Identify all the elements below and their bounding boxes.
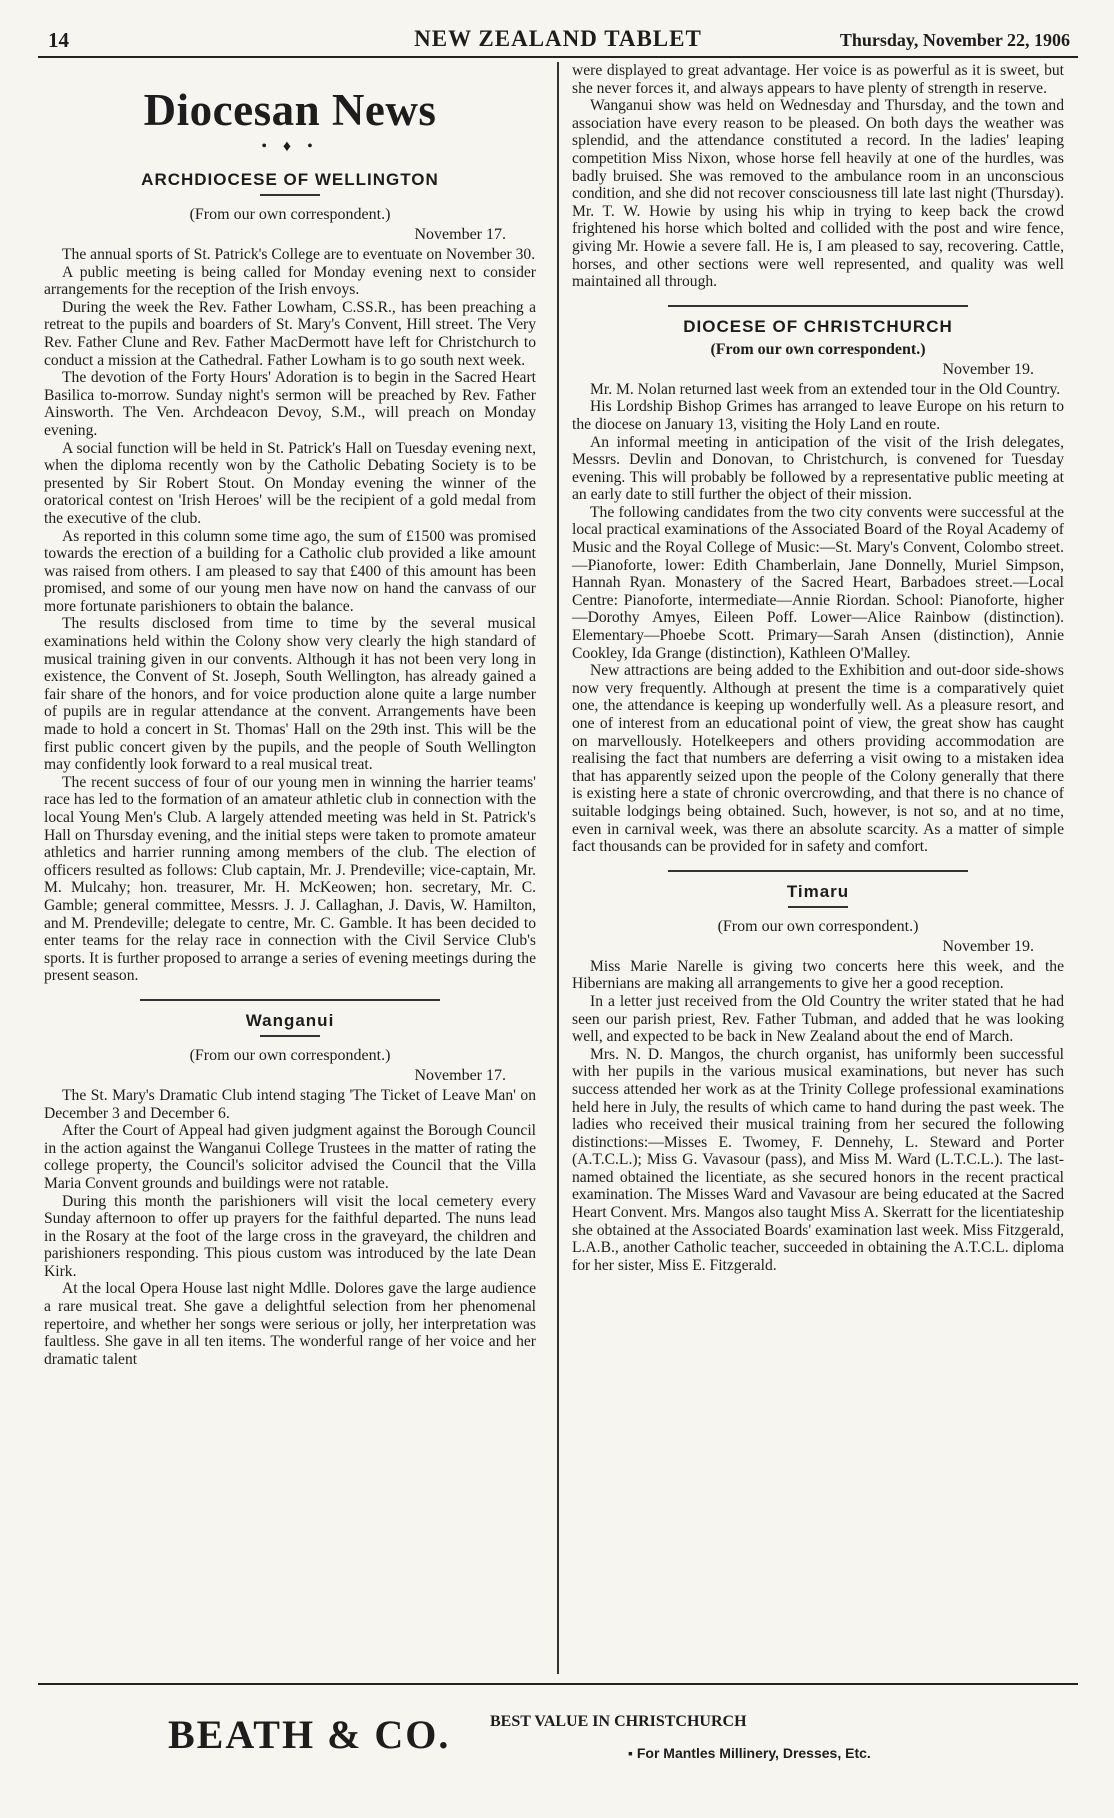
page-number: 14 <box>48 28 69 52</box>
advertiser-subline: ▪ For Mantles Millinery, Dresses, Etc. <box>628 1745 871 1761</box>
christchurch-correspondent: (From our own correspondent.) <box>710 340 926 358</box>
article-paragraph: Mr. M. Nolan returned last week from an extended tour in the Old Country. <box>590 380 1061 398</box>
article-paragraph: The annual sports of St. Patrick's College are to eventuate on November 30. <box>62 246 536 263</box>
article-paragraph: Wanganui show was held on Wednesday and Thursday, and the town and association have every reason to be pleased. On both days the weather was splendid, and the attendance constituted a record. In the ladies' leaping competition Miss Nixon, whose horse fell heavily at one of the hurdles, was badly bruised. She was removed to the ambulance room in an unconscious condition, and she did not recover consciousness till late last night (Thursday). Mr. T. W. Howie by using his whip in trying to keep back the crowd frightened his horse which bolted and collided with the post and wire fence, giving Mr. Howie a severe fall. He is, I am pleased to say, recovering. Cattle, horses, and other sections were well represented, and quality was well maintained all through. <box>572 97 1064 291</box>
wellington-correspondent: (From our own correspondent.) <box>189 206 391 223</box>
article-paragraph: Mrs. N. D. Mangos, the church organist, has uniformly been successful with her pupils in the various musical examinations, but never has such success attended her work as at the Trinity College professional examinations held here in July, the results of which came to hand during the past week. The ladies who received their musical training from her secured the following distinctions:—Misses E. Twomey, F. Dennehy, L. Steward and Porter (A.T.C.L.); Miss G. Vavasour (pass), and Miss M. Ward (L.T.C.L.). The last-named obtained the licentiate, as she secured honors in the recent practical examination. The Misses Ward and Vavasour are being educated at the Sacred Heart Convent. Mrs. Mangos also taught Miss A. Skerratt for the licentiateship she obtained at the Associated Boards' examination last week. Miss Fitzgerald, L.A.B., another Catholic teacher, succeeded in obtaining the A.T.C.L. diploma for her sister, Miss E. Fitzgerald. <box>572 1045 1064 1274</box>
wellington-heading: ARCHDIOCESE OF WELLINGTON <box>141 170 439 189</box>
article-paragraph: During this month the parishioners will visit the local cemetery every Sunday afternoon to offer up prayers for the faithful departed. The nuns lead in the Rosary at the foot of the large cross in the graveyard, the children and parishioners responding. This pious custom was introduced by the late Dean Kirk. <box>44 1192 536 1280</box>
newspaper-title: NEW ZEALAND TABLET <box>414 26 702 51</box>
issue-date: Thursday, November 22, 1906 <box>839 30 1070 50</box>
christchurch-heading: DIOCESE OF CHRISTCHURCH <box>683 316 953 336</box>
article-paragraph: A social function will be held in St. Patrick's Hall on Tuesday evening next, when the diploma recently won by the Catholic Debating Society is to be presented by Sir Robert Stout. On Monday evening the winner of the oratorical contest on 'Irish Heroes' will be the recipient of a gold medal from the executive of the club. <box>44 439 536 527</box>
timaru-date: November 19. <box>942 937 1034 955</box>
wellington-date: November 17. <box>414 226 506 243</box>
section-title: Diocesan News <box>143 85 437 135</box>
article-paragraph: His Lordship Bishop Grimes has arranged to leave Europe on his return to the diocese on January 13, visiting the Holy Land en route. <box>572 398 1064 433</box>
article-paragraph: As reported in this column some time ago, the sum of £1500 was promised towards the erection of a building for a Catholic club provided a like amount was raised from others. I am pleased to say that £400 of this amount has been promised, and some of our young men have now on hand the canvass of our more fortunate parishioners to obtain the balance. <box>44 527 536 615</box>
article-paragraph: An informal meeting in anticipation of the visit of the Irish delegates, Messrs. Devlin and Donovan, to Christchurch, is convened for Tuesday evening. This will probably be followed by a representative public meeting at an early date to still further the object of their mission. <box>572 433 1064 504</box>
advertiser-tagline: BEST VALUE IN CHRISTCHURCH <box>490 1713 747 1730</box>
article-paragraph: The St. Mary's Dramatic Club intend staging 'The Ticket of Leave Man' on December 3 and December 6. <box>44 1086 536 1122</box>
timaru-heading: Timaru <box>786 881 850 901</box>
article-paragraph: were displayed to great advantage. Her voice is as powerful as it is sweet, but she never forces it, and always appears to have plenty of strength in reserve. <box>572 62 1064 97</box>
title-ornament: • ♦ • <box>261 138 319 155</box>
article-paragraph: In a letter just received from the Old Country the writer stated that he had seen our parish priest, Rev. Father Tubman, and added that he was looking well, and expected to be back in New Zealand about the end of March. <box>572 992 1064 1046</box>
article-paragraph: The devotion of the Forty Hours' Adoration is to begin in the Sacred Heart Basilica to-morrow. Sunday night's sermon will be preached by Rev. Father Ainsworth. The Ven. Archdeacon Devoy, S.M., will preach on Monday evening. <box>44 369 536 439</box>
left-column <box>44 62 536 1368</box>
wanganui-heading: Wanganui <box>245 1010 335 1030</box>
article-paragraph: The results disclosed from time to time by the several musical examinations held within the Colony show very clearly the high standard of musical training given in our convents. Although it has not been very long in existence, the Convent of St. Joseph, South Wellington, has already gained a fair share of the honors, and for voice production alone quite a large number of pupils are in regular attendance at the convent. Arrangements have been made to hold a concert in St. Thomas' Hall on the 29th inst. This will be the first public concert given by the pupils, and the people of South Wellington may confidently look forward to a real musical treat. <box>44 615 536 774</box>
article-paragraph: New attractions are being added to the Exhibition and out-door side-shows now very frequently. Although at present the time is a comparatively quiet one, the attendance is keeping up wonderfully well. As a pleasure resort, and one of interest from an educational point of view, the great show has caught on marvellously. Hotelkeepers and others providing accommodation are realising the fact that numbers are deferring a visit owing to a mistaken idea that has apparently seized upon the people of the Colony generally that there is existing here a state of chronic overcrowding, and that there is no chance of suitable lodgings being obtained. Such, however, is not so, and at no time, even in carnival week, was there an absolute scarcity. As a matter of simple fact thousands can be provided for in safety and comfort. <box>572 662 1064 856</box>
footer-advertisement <box>38 1683 1078 1795</box>
article-paragraph: At the local Opera House last night Mdlle. Dolores gave the large audience a rare musical treat. She gave a delightful selection from her phenomenal repertoire, and whether her songs were serious or jolly, her interpretation was faultless. She gave in all ten items. The wonderful range of her voice and her dramatic talent <box>44 1280 536 1368</box>
article-paragraph: The following candidates from the two city convents were successful at the local practical examinations of the Associated Board of the Royal Academy of Music and the Royal College of Music:—St. Mary's Convent, Colombo street.—Pianoforte, lower: Edith Chamberlain, Jane Donnelly, Muriel Simpson, Hannah Ryan. Monastery of the Sacred Heart, Barbadoes street.—Local Centre: Pianoforte, intermediate—Annie Riordan. School: Pianoforte, higher—Dorothy Amyes, Eileen Poff. Lower—Alice Rainbow (distinction). Elementary—Phoebe Scott. Primary—Sarah Ansen (distinction), Annie Cookley, Ida Grange (distinction), Kathleen O'Malley. <box>572 503 1064 662</box>
right-column <box>572 62 1064 1274</box>
section-separator <box>140 999 440 1001</box>
article-paragraph: The recent success of four of our young men in winning the harrier teams' race has led to the formation of an amateur athletic club in connection with the local Young Men's Club. A largely attended meeting was held in St. Patrick's Hall on Thursday evening, and the initial steps were taken to promote amateur athletics and harrier running among members of the club. The election of officers resulted as follows: Club captain, Mr. J. Prendeville; vice-captain, Mr. M. Mulcahy; hon. treasurer, Mr. H. McKeowen; hon. secretary, Mr. C. Gamble; general committee, Messrs. J. J. Callaghan, J. Davis, W. Hamilton, and M. Prendeville; delegate to centre, Mr. C. Gamble. It has been decided to enter teams for the relay race in connection with the Civil Service Club's sports. It is further proposed to arrange a series of evening meetings during the present season. <box>44 773 536 985</box>
column-divider <box>557 62 559 1674</box>
wanganui-correspondent: (From our own correspondent.) <box>189 1046 391 1064</box>
heading-rule <box>260 1035 320 1037</box>
wanganui-date: November 17. <box>414 1066 506 1084</box>
article-paragraph: During the week the Rev. Father Lowham, C.SS.R., has been preaching a retreat to the pupils and boarders of St. Mary's Convent, Hill street. The Very Rev. Father Clune and Rev. Father MacDermott have left for Christchurch to conduct a mission at the Cathedral. Father Lowham is to go south next week. <box>44 298 536 369</box>
article-paragraph: Miss Marie Narelle is giving two concerts here this week, and the Hibernians are making all arrangements to give her a good reception. <box>572 957 1064 993</box>
section-separator <box>668 870 968 872</box>
advertiser-name: BEATH & CO. <box>168 1712 451 1757</box>
heading-rule <box>260 194 320 196</box>
article-paragraph: After the Court of Appeal had given judgment against the Borough Council in the action against the Wanganui College Trustees in the matter of rating the college property, the Council's solicitor advised the Council that the Villa Maria Convent grounds and buildings were not ratable. <box>44 1122 536 1192</box>
masthead <box>38 26 1078 58</box>
article-paragraph: A public meeting is being called for Monday evening next to consider arrangements for the reception of the Irish envoys. <box>44 263 536 299</box>
heading-rule <box>788 906 848 908</box>
section-separator <box>668 305 968 307</box>
timaru-correspondent: (From our own correspondent.) <box>717 917 919 935</box>
christchurch-date: November 19. <box>942 360 1034 378</box>
